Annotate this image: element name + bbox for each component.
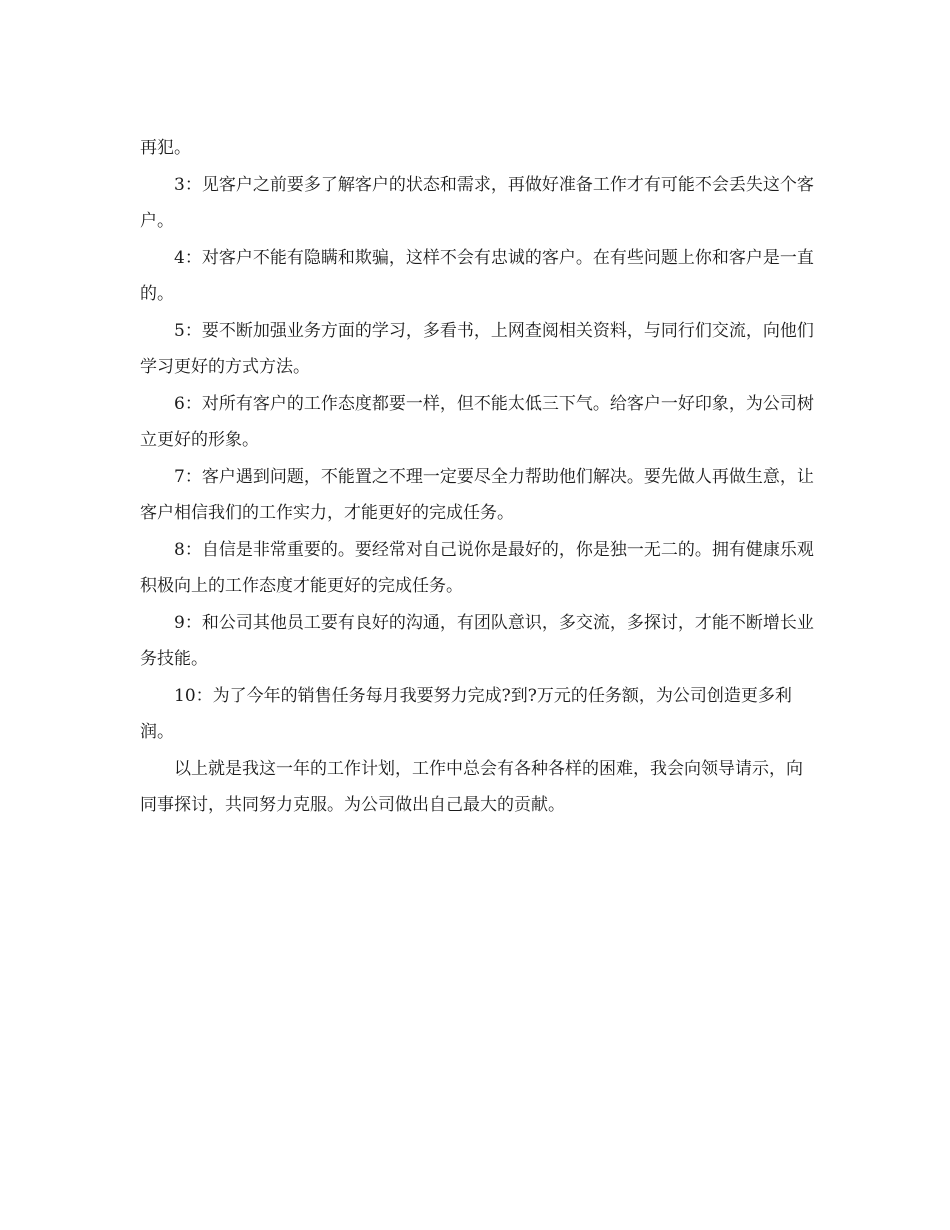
document-body bbox=[140, 130, 816, 824]
paragraph: 7：客户遇到问题，不能置之不理一定要尽全力帮助他们解决。要先做人再做生意，让客户相信我们的工作实力，才能更好的完成任务。 bbox=[140, 466, 814, 523]
paragraph: 10：为了今年的销售任务每月我要努力完成?到?万元的任务额，为公司创造更多利润。 bbox=[140, 685, 792, 742]
paragraph: 9：和公司其他员工要有良好的沟通，有团队意识，多交流，多探讨，才能不断增长业务技能。 bbox=[140, 612, 814, 669]
paragraph: 以上就是我这一年的工作计划，工作中总会有各种各样的困难，我会向领导请示，向同事探讨，共同努力克服。为公司做出自己最大的贡献。 bbox=[140, 758, 803, 815]
paragraph: 8：自信是非常重要的。要经常对自己说你是最好的，你是独一无二的。拥有健康乐观积极向上的工作态度才能更好的完成任务。 bbox=[140, 539, 814, 596]
paragraph: 4：对客户不能有隐瞒和欺骗，这样不会有忠诚的客户。在有些问题上你和客户是一直的。 bbox=[140, 247, 814, 304]
paragraph: 5：要不断加强业务方面的学习，多看书，上网查阅相关资料，与同行们交流，向他们学习更好的方式方法。 bbox=[140, 320, 814, 377]
paragraph: 再犯。 bbox=[140, 138, 191, 158]
paragraph: 3：见客户之前要多了解客户的状态和需求，再做好准备工作才有可能不会丢失这个客户。 bbox=[140, 174, 814, 231]
paragraph: 6：对所有客户的工作态度都要一样，但不能太低三下气。给客户一好印象，为公司树立更好的形象。 bbox=[140, 393, 814, 450]
